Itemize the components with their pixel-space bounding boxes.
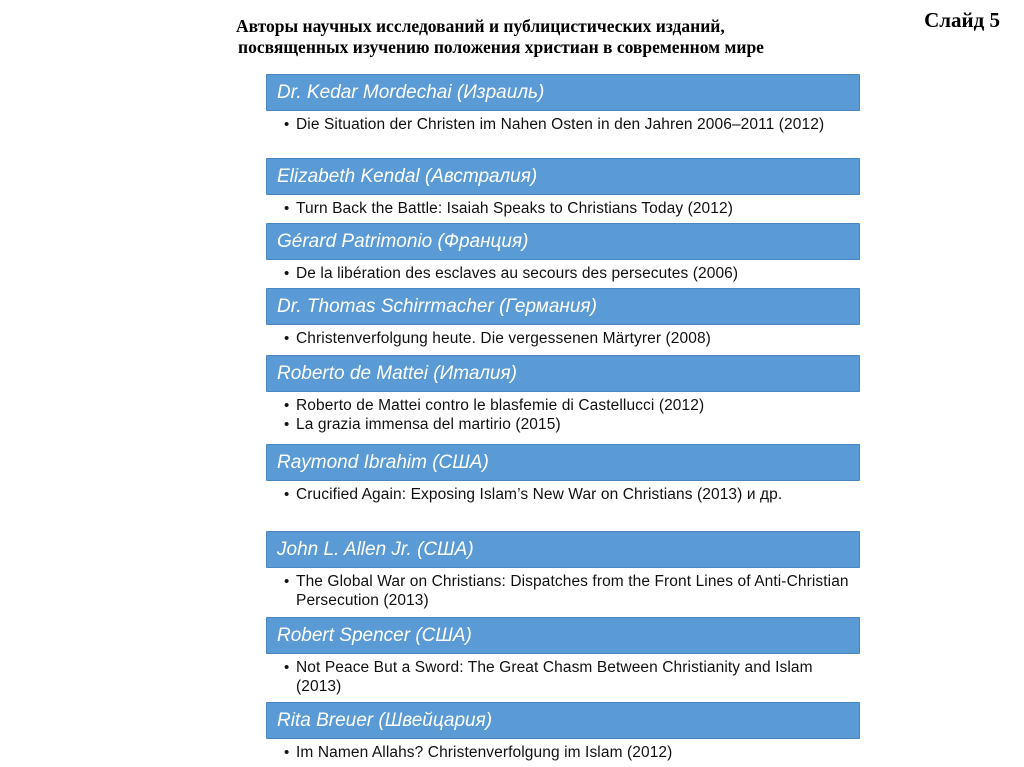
title-line-2: посвященных изучению положения христиан в современном мире <box>238 37 764 57</box>
work-title: The Global War on Christians: Dispatches from the Front Lines of Anti-Christian Persecution (2013) <box>296 573 849 609</box>
work-item <box>284 264 860 283</box>
author-group <box>266 355 860 444</box>
work-item <box>284 485 860 504</box>
works-list <box>266 481 860 531</box>
work-item <box>284 396 860 415</box>
work-item <box>284 115 860 134</box>
work-title: Roberto de Mattei contro le blasfemie di Castellucci (2012) <box>296 397 705 414</box>
author-group <box>266 158 860 223</box>
work-title: La grazia immensa del martirio (2015) <box>296 416 561 433</box>
work-title: Crucified Again: Exposing Islam’s New War on Christians (2013) и др. <box>296 486 783 503</box>
bullet-icon: • <box>284 116 290 133</box>
work-item <box>284 572 860 610</box>
bullet-icon: • <box>284 416 290 433</box>
works-list <box>266 325 860 355</box>
author-name-bar: Dr. Kedar Mordechai (Израиль) <box>266 74 860 111</box>
works-list <box>266 392 860 444</box>
works-list <box>266 739 860 767</box>
author-name-bar: Roberto de Mattei (Италия) <box>266 355 860 392</box>
author-group <box>266 702 860 767</box>
work-item <box>284 658 860 696</box>
author-name-bar: Raymond Ibrahim (США) <box>266 444 860 481</box>
bullet-icon: • <box>284 486 290 503</box>
author-name-bar: Elizabeth Kendal (Австралия) <box>266 158 860 195</box>
author-name-bar: John L. Allen Jr. (США) <box>266 531 860 568</box>
authors-list <box>266 74 860 767</box>
author-group <box>266 444 860 531</box>
author-group <box>266 74 860 158</box>
author-group <box>266 617 860 702</box>
works-list <box>266 654 860 702</box>
works-list <box>266 111 860 158</box>
bullet-icon: • <box>284 744 290 761</box>
slide-number: Слайд 5 <box>924 8 1000 32</box>
author-name-bar: Robert Spencer (США) <box>266 617 860 654</box>
bullet-icon: • <box>284 659 290 676</box>
work-item <box>284 199 860 218</box>
works-list <box>266 568 860 617</box>
work-title: Turn Back the Battle: Isaiah Speaks to Christians Today (2012) <box>296 200 733 217</box>
work-title: De la libération des esclaves au secours des persecutes (2006) <box>296 265 739 282</box>
author-group <box>266 288 860 355</box>
slide-title <box>236 16 876 58</box>
works-list <box>266 260 860 288</box>
work-title: Im Namen Allahs? Christenverfolgung im Islam (2012) <box>296 744 673 761</box>
bullet-icon: • <box>284 330 290 347</box>
bullet-icon: • <box>284 573 290 590</box>
author-name-bar: Rita Breuer (Швейцария) <box>266 702 860 739</box>
author-group <box>266 223 860 288</box>
works-list <box>266 195 860 223</box>
bullet-icon: • <box>284 265 290 282</box>
bullet-icon: • <box>284 397 290 414</box>
author-group <box>266 531 860 617</box>
work-title: Not Peace But a Sword: The Great Chasm Between Christianity and Islam (2013) <box>296 659 813 695</box>
bullet-icon: • <box>284 200 290 217</box>
work-item <box>284 743 860 762</box>
work-title: Christenverfolgung heute. Die vergessenen Märtyrer (2008) <box>296 330 711 347</box>
author-name-bar: Gérard Patrimonio (Франция) <box>266 223 860 260</box>
work-item <box>284 329 860 348</box>
author-name-bar: Dr. Thomas Schirrmacher (Германия) <box>266 288 860 325</box>
work-title: Die Situation der Christen im Nahen Osten in den Jahren 2006–2011 (2012) <box>296 116 825 133</box>
title-line-1: Авторы научных исследований и публицистических изданий, <box>236 16 725 36</box>
work-item <box>284 415 860 434</box>
